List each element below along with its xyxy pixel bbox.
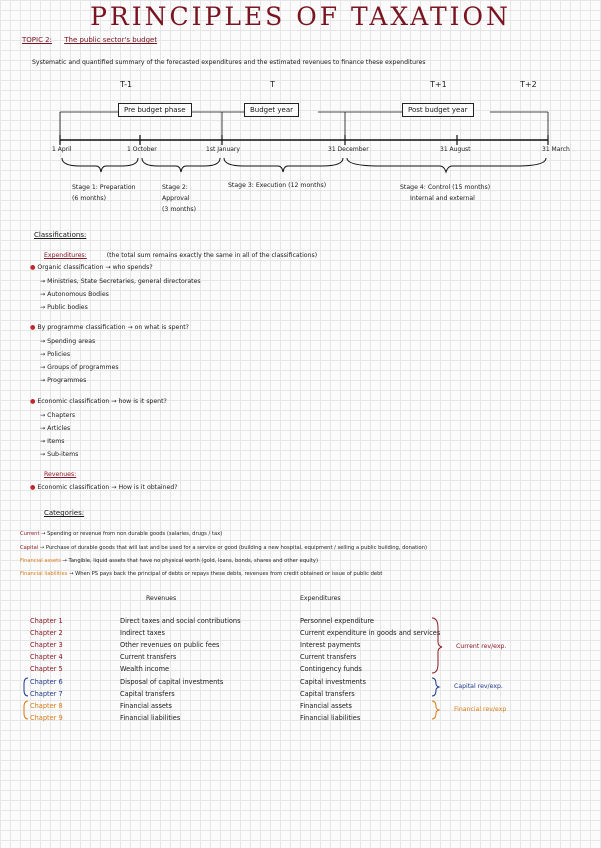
stage-3: Stage 3: Execution (12 months) [228,182,327,189]
group-capital: Capital rev/exp. [454,683,503,690]
topic-label: TOPIC 2: [22,36,52,44]
chapter-label: Chapter 7 [30,690,63,698]
date-31-march: 31 March [542,146,570,153]
revenue-item: Current transfers [120,653,177,661]
categories-heading: Categories: [44,509,85,517]
expenditures-line: Expenditures: (the total sum remains exactly the same in all of the classifications) [44,252,318,259]
revenue-item: Financial assets [120,702,172,710]
revenues-column-header: Revenues [146,595,177,602]
programme-item: → Groups of programmes [40,364,119,371]
programme-classification: ● By programme classification → on what is spent? [30,324,189,331]
chapter-label: Chapter 9 [30,714,63,722]
expenditure-item: Interest payments [300,641,361,649]
expenditure-item: Capital investments [300,678,366,686]
year-t-plus-2: T+2 [520,80,537,89]
date-1-january: 1st January [206,146,240,153]
expenditures-column-header: Expenditures [300,595,341,602]
chapter-label: Chapter 2 [30,629,63,637]
chapter-label: Chapter 1 [30,617,63,625]
category-financial-assets: Financial assets → Tangible, liquid assets that have no physical worth (gold, loans, bonds, shares and other equity) [20,558,318,564]
economic-item: → Items [40,438,65,445]
budget-definition: Systematic and quantified summary of the forecasted expenditures and the estimated revenues to finance these expenditures [32,59,426,66]
chapter-label: Chapter 6 [30,678,63,686]
organic-classification: ● Organic classification → who spends? [30,264,153,271]
chapter-label: Chapter 5 [30,665,63,673]
programme-item: → Policies [40,351,71,358]
chapter-label: Chapter 3 [30,641,63,649]
economic-classification: ● Economic classification → how is it spent? [30,398,167,405]
organic-item: → Public bodies [40,304,88,311]
page-title: PRINCIPLES OF TAXATION [90,2,511,31]
chapter-label: Chapter 8 [30,702,63,710]
economic-item: → Articles [40,425,71,432]
expenditure-item: Current transfers [300,653,357,661]
group-current: Current rev/exp. [456,643,507,650]
economic-item: → Chapters [40,412,76,419]
category-financial-liabilities: Financial liabilities → When PS pays back the principal of debts or repays these debts, revenues from credit obtained or issue of public debt [20,571,383,577]
expenditure-item: Current expenditure in goods and services [300,629,441,637]
date-1-october: 1 October [127,146,157,153]
organic-item: → Autonomous Bodies [40,291,109,298]
date-31-august: 31 August [440,146,471,153]
revenues-economic-classification: ● Economic classification → How is it obtained? [30,484,178,491]
revenue-item: Financial liabilities [120,714,181,722]
post-budget-box: Post budget year [402,103,474,117]
category-capital: Capital → Purchase of durable goods that will last and be used for a service or good (building a new hospital, equipment / selling a public building, donation) [20,545,428,551]
revenue-item: Direct taxes and social contributions [120,617,241,625]
revenues-heading: Revenues: [44,471,77,478]
programme-item: → Spending areas [40,338,96,345]
revenue-item: Capital transfers [120,690,175,698]
category-current: Current → Spending or revenue from non durable goods (salaries, drugs / tax) [20,531,223,537]
year-t: T [270,80,275,89]
expenditure-item: Capital transfers [300,690,355,698]
date-31-december: 31 December [328,146,369,153]
date-1-april: 1 April [52,146,72,153]
expenditure-item: Financial liabilities [300,714,361,722]
chapter-label: Chapter 4 [30,653,63,661]
expenditure-item: Personnel expenditure [300,617,374,625]
pre-budget-box: Pre budget phase [118,103,192,117]
expenditure-item: Contingency funds [300,665,362,673]
revenue-item: Disposal of capital investments [120,678,224,686]
year-t-plus-1: T+1 [430,80,447,89]
programme-item: → Programmes [40,377,87,384]
revenue-item: Other revenues on public fees [120,641,220,649]
year-t-minus-1: T-1 [120,80,133,89]
economic-item: → Sub-items [40,451,79,458]
stage-2: Stage 2: Approval (3 months) [162,184,197,213]
topic-text: The public sector's budget [64,36,158,44]
organic-item: → Ministries, State Secretaries, general directorates [40,278,201,285]
revenue-item: Indirect taxes [120,629,165,637]
stage-1: Stage 1: Preparation (6 months) [72,184,136,202]
revenue-item: Wealth income [120,665,170,673]
group-financial: Financial rev/exp [454,706,507,713]
stage-4: Stage 4: Control (15 months) Internal and external [400,184,491,202]
classifications-heading: Classifications: [34,231,87,239]
budget-year-box: Budget year [244,103,299,117]
expenditure-item: Financial assets [300,702,352,710]
